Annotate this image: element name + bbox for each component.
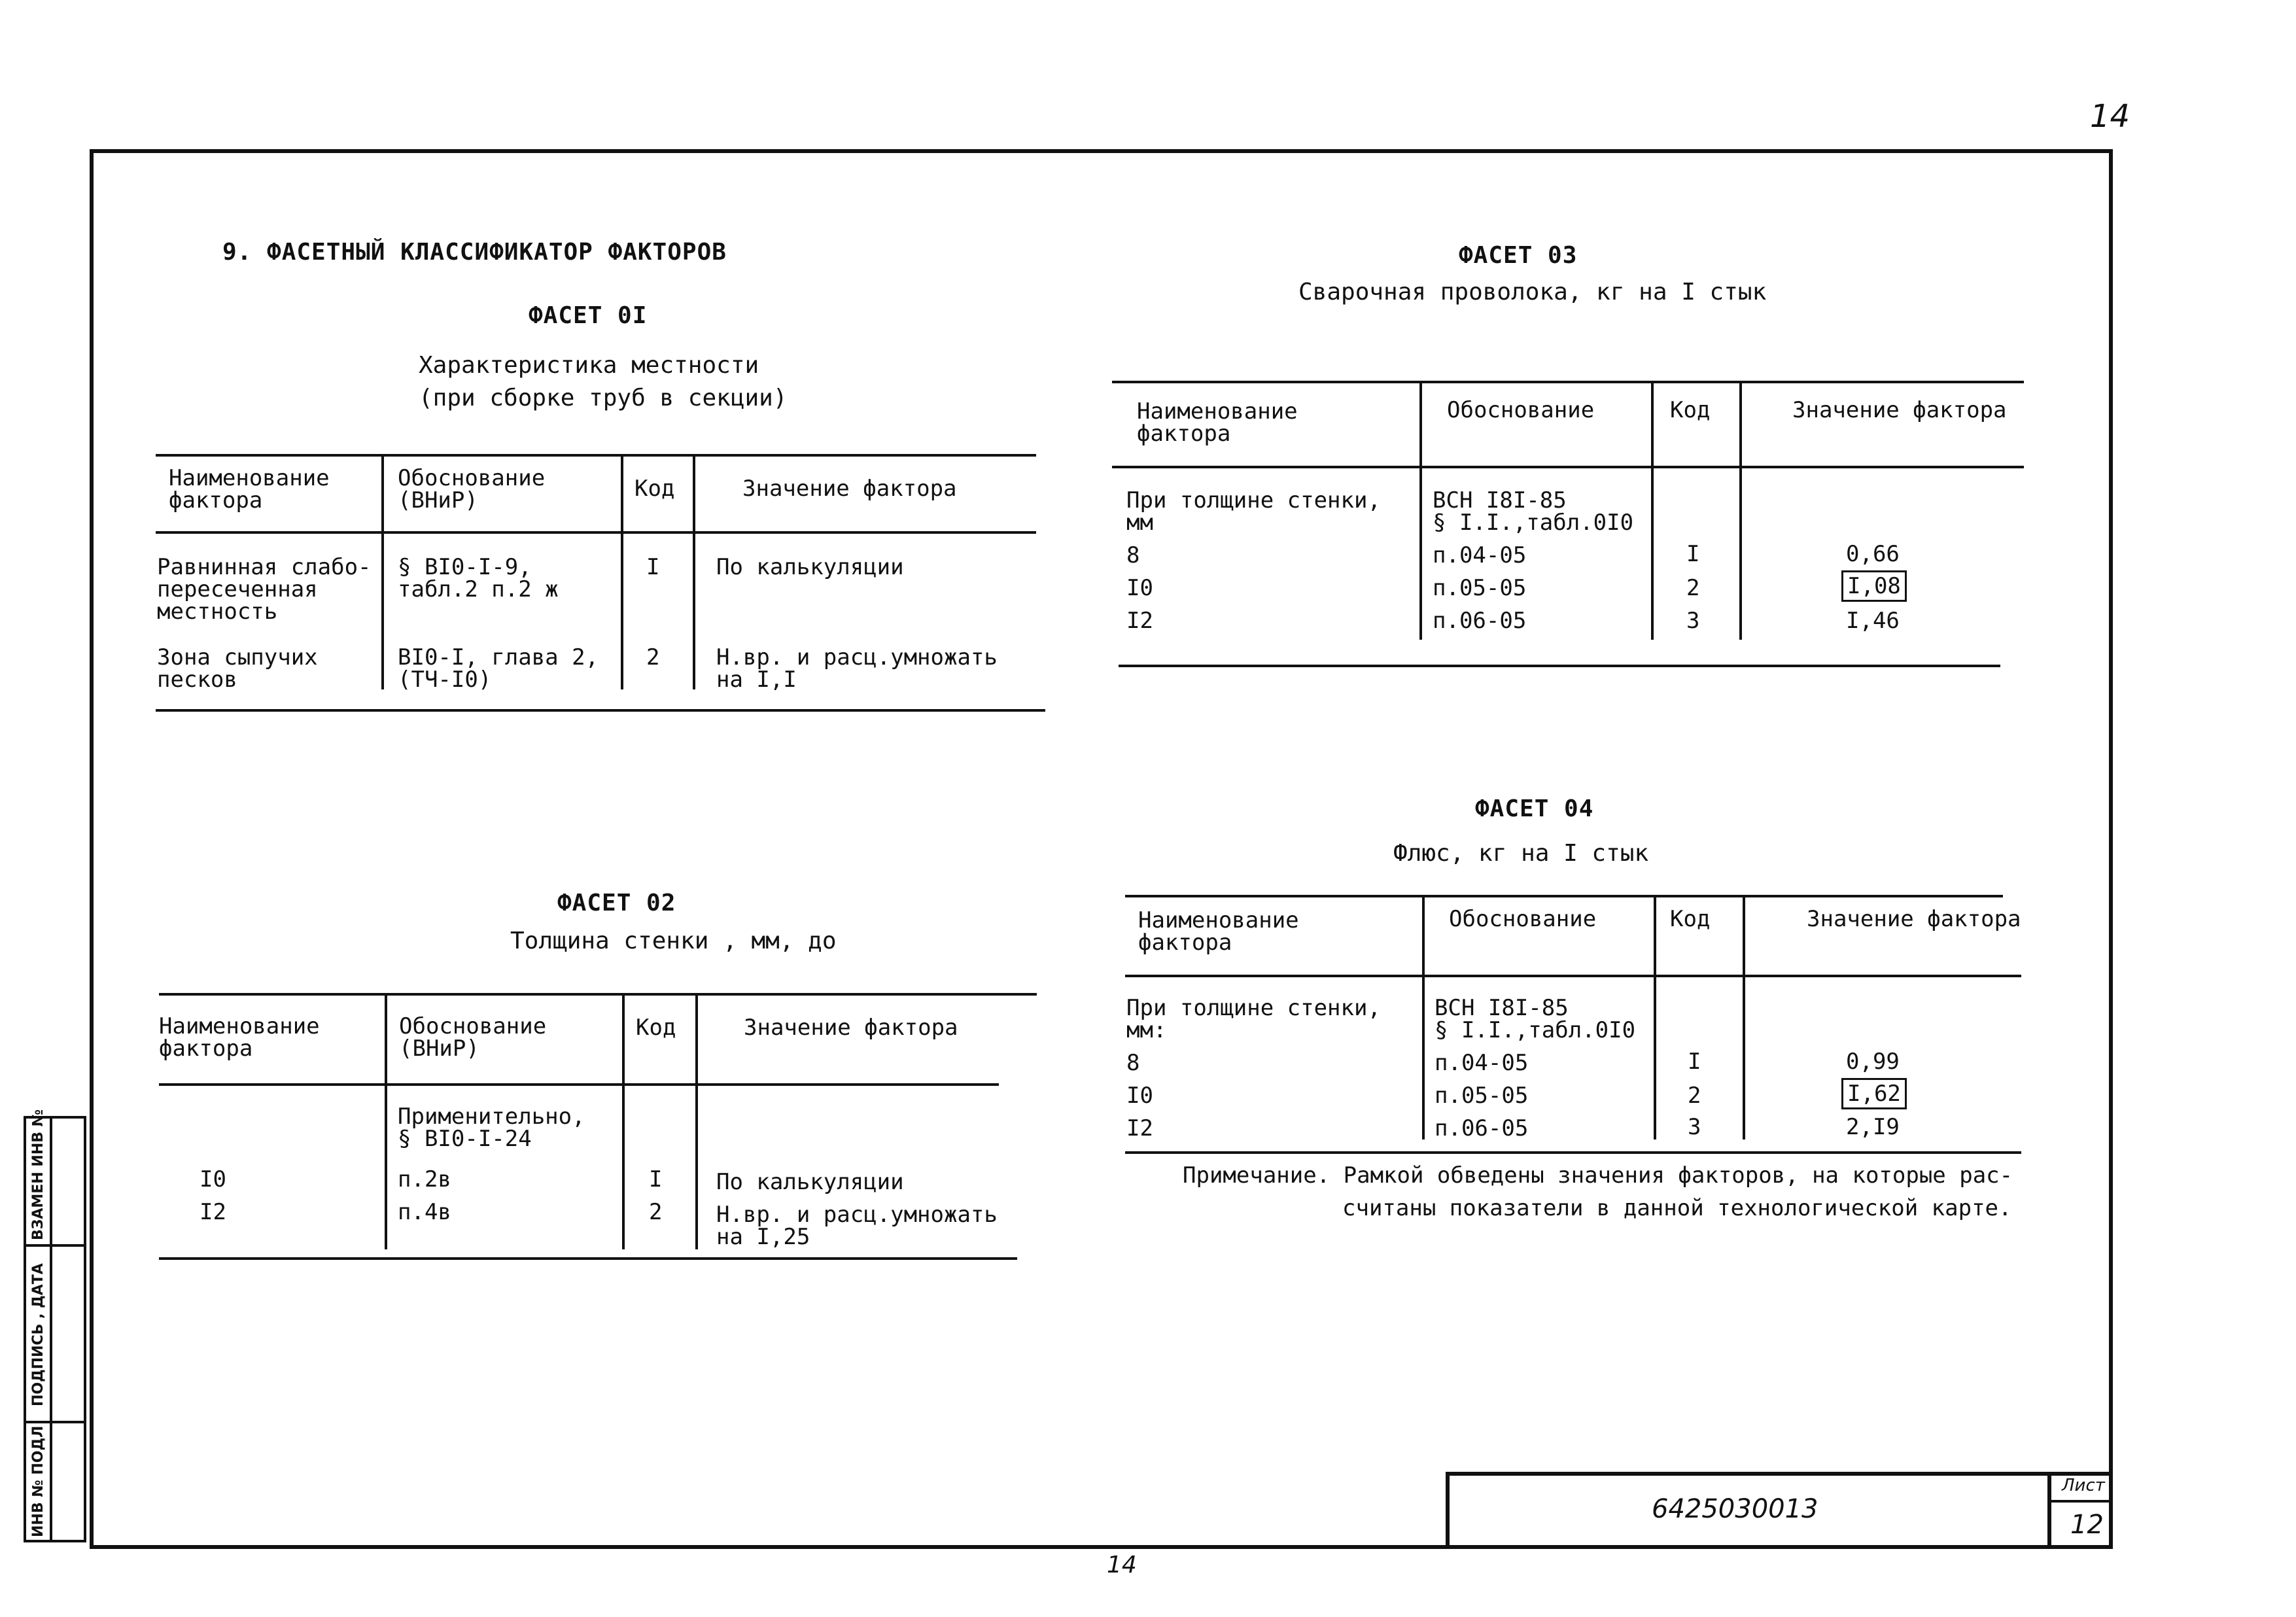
facet02-header-name: Наименование фактора xyxy=(159,1013,320,1062)
facet02-row2-code: 2 xyxy=(649,1199,663,1225)
facet01-row1-name: Равнинная слабо- пересеченная местность xyxy=(157,554,372,625)
facet04-row3-code: 3 xyxy=(1688,1114,1701,1140)
facet01-row1-code: I xyxy=(646,554,660,580)
facet04-row3-basis: п.06-05 xyxy=(1435,1115,1529,1141)
sheet-number: 12 xyxy=(2070,1510,2104,1540)
facet02-preamble: Применительно, § BI0-I-24 xyxy=(398,1104,585,1152)
facet04-row2-name: I0 xyxy=(1126,1083,1153,1109)
facet01-row2-basis: BI0-I, глава 2, (ТЧ-I0) xyxy=(398,644,599,693)
page-number-top: 14 xyxy=(2090,98,2131,135)
facet03-header-name: Наименование фактора xyxy=(1137,398,1298,447)
facet02-row2-basis: п.4в xyxy=(398,1199,451,1225)
facet03-lead-name: При толщине стенки, мм xyxy=(1126,487,1381,536)
facet03-header-value: Значение фактора xyxy=(1792,397,2007,423)
note-line-2: считаны показатели в данной технологической карте. xyxy=(1342,1195,2012,1221)
facet03-title: ФАСЕТ 03 xyxy=(1459,242,1578,269)
facet01-title: ФАСЕТ 0I xyxy=(529,302,648,329)
side-stamp xyxy=(24,1109,86,1542)
document-code: 6425030013 xyxy=(1652,1494,1818,1524)
facet03-row3-name: I2 xyxy=(1126,608,1153,634)
facet02-row1-code: I xyxy=(649,1166,663,1192)
facet03-row2-name: I0 xyxy=(1126,575,1153,601)
facet01-header-value: Значение фактора xyxy=(742,476,957,502)
facet04-row2-value-boxed: I,62 xyxy=(1841,1078,1907,1109)
facet03-header-basis: Обоснование xyxy=(1447,397,1595,423)
facet02-row1-name: I0 xyxy=(200,1166,226,1192)
facet04-header-code: Код xyxy=(1670,906,1711,932)
facet04-row3-value: 2,I9 xyxy=(1846,1114,1900,1140)
facet02-title: ФАСЕТ 02 xyxy=(557,890,676,916)
facet03-subtitle: Сварочная проволока, кг на I стык xyxy=(1298,279,1767,305)
page-number-bottom: 14 xyxy=(1107,1552,1137,1578)
facet03-row3-code: 3 xyxy=(1686,608,1700,634)
facet04-row2-code: 2 xyxy=(1688,1083,1701,1109)
facet04-title: ФАСЕТ 04 xyxy=(1475,795,1594,822)
facet04-row1-value: 0,99 xyxy=(1846,1049,1900,1075)
facet04-lead-basis: ВСН I8I-85 § I.I.,табл.0I0 xyxy=(1435,995,1636,1043)
facet01-row1-basis: § BI0-I-9, табл.2 п.2 ж xyxy=(398,554,559,602)
page-frame xyxy=(90,149,2113,1549)
facet01-subtitle-2: (при сборке труб в секции) xyxy=(419,385,788,411)
facet04-row1-name: 8 xyxy=(1126,1050,1140,1076)
facet04-row1-code: I xyxy=(1688,1049,1701,1075)
facet02-header-basis: Обоснование (ВНиР) xyxy=(399,1013,547,1062)
facet03-row3-value: I,46 xyxy=(1846,608,1900,634)
facet04-header-value: Значение фактора xyxy=(1807,906,2021,932)
facet01-subtitle-1: Характеристика местности xyxy=(419,352,759,379)
facet02-row2-value: Н.вр. и расц.умножать на I,25 xyxy=(716,1202,998,1250)
facet03-row2-basis: п.05-05 xyxy=(1433,575,1527,601)
facet04-row3-name: I2 xyxy=(1126,1115,1153,1141)
facet04-lead-name: При толщине стенки, мм: xyxy=(1126,995,1381,1043)
facet01-header-basis: Обоснование (ВНиР) xyxy=(398,465,546,513)
facet02-header-code: Код xyxy=(636,1015,676,1041)
facet01-row1-value: По калькуляции xyxy=(716,554,904,580)
facet01-header-name: Наименование фактора xyxy=(169,465,330,513)
stamp-field-inv-orig: ИНВ № ПОДЛ xyxy=(30,1425,46,1537)
stamp-field-signature-date: ПОДПИСЬ , ДАТА xyxy=(30,1263,46,1406)
facet03-row3-basis: п.06-05 xyxy=(1433,608,1527,634)
facet03-row1-name: 8 xyxy=(1126,542,1140,568)
facet03-row2-code: 2 xyxy=(1686,575,1700,601)
facet03-row1-code: I xyxy=(1686,541,1700,567)
facet04-row1-basis: п.04-05 xyxy=(1435,1050,1529,1076)
facet03-lead-basis: ВСН I8I-85 § I.I.,табл.0I0 xyxy=(1433,487,1634,536)
facet04-row2-basis: п.05-05 xyxy=(1435,1083,1529,1109)
facet02-subtitle: Толщина стенки , мм, до xyxy=(510,928,837,954)
facet02-header-value: Значение фактора xyxy=(744,1015,958,1041)
facet02-row1-basis: п.2в xyxy=(398,1166,451,1192)
sheet-label: Лист xyxy=(2062,1476,2105,1495)
facet01-row2-name: Зона сыпучих песков xyxy=(157,644,318,693)
facet01-row2-code: 2 xyxy=(646,644,660,670)
stamp-field-replace-inv: ВЗАМЕН ИНВ № xyxy=(30,1109,46,1240)
facet03-row1-value: 0,66 xyxy=(1846,541,1900,567)
facet02-row2-name: I2 xyxy=(200,1199,226,1225)
facet03-row2-value-boxed: I,08 xyxy=(1841,570,1907,602)
facet02-row1-value: По калькуляции xyxy=(716,1169,904,1195)
facet03-row1-basis: п.04-05 xyxy=(1433,542,1527,568)
section-title: 9. ФАСЕТНЫЙ КЛАССИФИКАТОР ФАКТОРОВ xyxy=(222,239,727,266)
facet04-header-basis: Обоснование xyxy=(1449,906,1597,932)
note-line-1: Примечание. Рамкой обведены значения факторов, на которые рас- xyxy=(1183,1162,2013,1189)
facet03-header-code: Код xyxy=(1670,397,1711,423)
facet01-header-code: Код xyxy=(635,476,675,502)
facet01-row2-value: Н.вр. и расц.умножать на I,I xyxy=(716,644,998,693)
facet04-subtitle: Флюс, кг на I стык xyxy=(1393,840,1649,867)
facet04-header-name: Наименование фактора xyxy=(1138,907,1299,956)
